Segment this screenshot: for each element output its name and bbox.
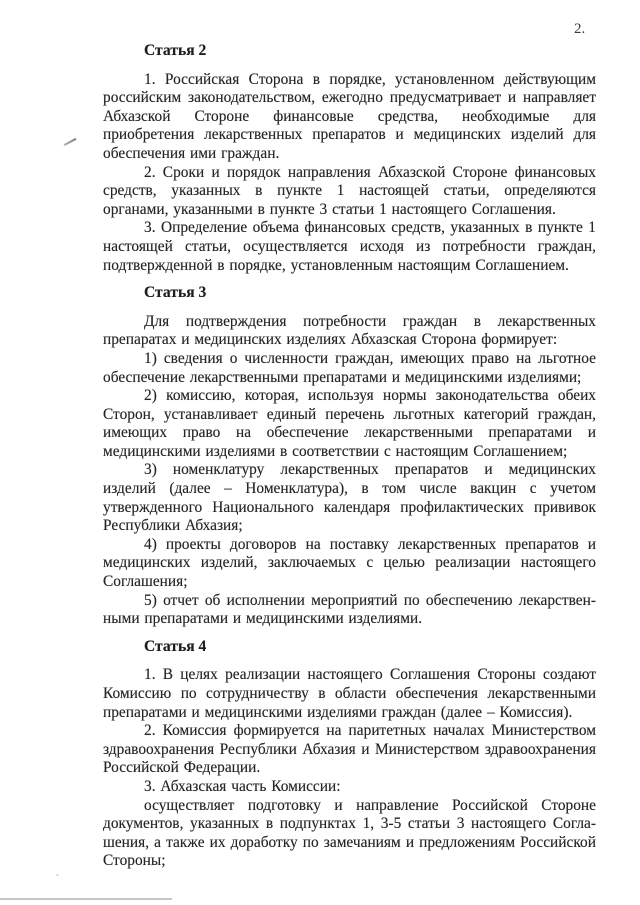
paragraph: 3. Определение объема финансовых средств, указанных в пункте 1 настоящей статьи, осуществляется исходя из потребности граждан, подтвержденной в порядке, установленным настоящим Соглашением. (103, 219, 596, 274)
document-content (103, 42, 596, 871)
list-item-paragraph: 3) номенклатуру лекарственных препаратов и медицинских изделий (далее – Номенклатура), в том числе вакцин с учетом утвержденного Национального календаря профилактических прививок Республики Абхазия; (103, 461, 596, 535)
list-item-paragraph: 1) сведения о численности граждан, имеющих право на льготное обеспечение лекарственными препаратами и медицинскими изделиями; (103, 349, 596, 386)
list-item-paragraph: 4) проекты договоров на поставку лекарственных препаратов и медицинских изделий, заключаемых с целью реализации настоящего Соглашения; (103, 535, 596, 591)
paragraph: осуществляет подготовку и направление Российской Стороне документов, указанных в подпунктах 1, 3-5 статьи 3 настоящего Согла-шения, а также их доработку по замечаниям и предложениям Российской Стороны; (103, 796, 596, 870)
paragraph: 1. Российская Сторона в порядке, установленном действующим российским законодательством, ежегодно предусматривает и направляет Абхазской Стороне финансовые средства, необходимые для приобретения лекарственных препаратов и медицинских изделий для обеспечения ими граждан. (103, 70, 596, 162)
article-heading: Статья 3 (144, 284, 207, 302)
paragraph: 2. Сроки и порядок направления Абхазской Стороне финансовых средств, указанных в пункте 1 настоящей статьи, определяются органами, указанными в пункте 3 статьи 1 настоящего Соглашения. (103, 163, 596, 218)
scan-speck-artifact (56, 874, 59, 876)
scan-line-artifact (0, 898, 172, 900)
paragraph: 3. Абхазская часть Комиссии: (144, 777, 341, 795)
paragraph: Для подтверждения потребности граждан в лекарственных препаратах и медицинских изделиях Абхазская Сторона формирует: (103, 312, 596, 349)
list-item-paragraph: 2) комиссию, которая, используя нормы законодательства обеих Сторон, устанавливает единый перечень льготных категорий граждан, имеющих право на обеспечение лекарственными препаратами и медицинскими изделиями в соответствии с настоящим Соглашением; (103, 387, 596, 460)
article-section-3 (103, 284, 596, 629)
paragraph: 2. Комиссия формируется на паритетных началах Министерством здравоохранения Республики Абхазия и Министерством здравоохранения Российской Федерации. (103, 722, 596, 777)
article-section-4 (103, 638, 596, 871)
paragraph: 1. В целях реализации настоящего Соглашения Стороны создают Комиссию по сотрудничеству в области обеспечения лекарственными препаратами и медицинскими изделиями граждан (далее – Комиссия). (103, 666, 596, 721)
pen-mark-artifact (63, 138, 76, 146)
article-section-2 (103, 42, 596, 275)
article-heading: Статья 2 (144, 42, 207, 59)
article-heading: Статья 4 (144, 637, 207, 655)
page-number: 2. (574, 21, 586, 37)
list-item-paragraph: 5) отчет об исполнении мероприятий по обеспечению лекарствен-ными препаратами и медицинскими изделиями. (103, 591, 596, 628)
